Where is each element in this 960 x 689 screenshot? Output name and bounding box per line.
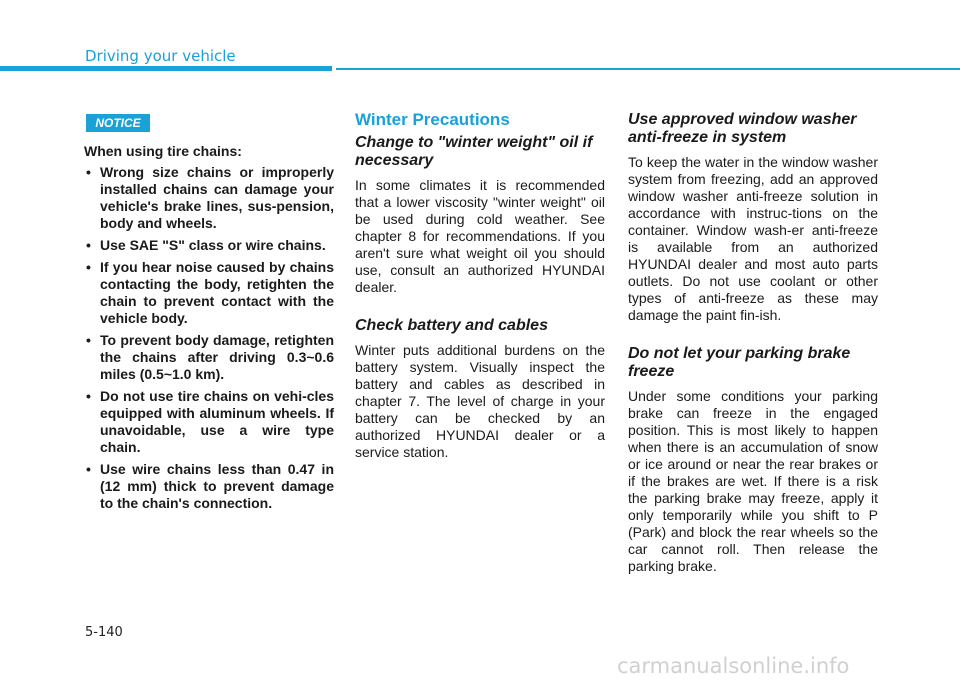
washer-heading: Use approved window washer anti-freeze in system xyxy=(628,111,857,146)
notice-list xyxy=(84,164,334,512)
notice-lead: When using tire chains: xyxy=(84,143,242,159)
winter-title: Winter Precautions xyxy=(355,110,510,129)
watermark: carmanualsonline.info xyxy=(617,654,850,678)
section-title: Driving your vehicle xyxy=(85,47,236,65)
battery-heading: Check battery and cables xyxy=(355,317,548,334)
header-rule-thin xyxy=(336,68,960,70)
page-number: 5-140 xyxy=(85,625,123,640)
notice-item: • Use wire chains less than 0.47 in (12 mm) thick to prevent damage to the chain's connection. xyxy=(84,461,334,512)
oil-body: In some climates it is recommended that a lower viscosity "winter weight" oil be used during cold weather. See chapter 8 for recommendations. If you aren't sure what weight oil you should use, consult an authorized HYUNDAI dealer. xyxy=(355,177,605,295)
washer-body: To keep the water in the window washer system from freezing, add an approved window washer anti-freeze solution in accordance with instruc-tions on the container. Window wash-er anti-freeze is available from an authorized HYUNDAI dealer and most auto parts outlets. Do not use coolant or other types of anti-freeze as these may damage the paint fin-ish. xyxy=(628,154,878,323)
parking-heading: Do not let your parking brake freeze xyxy=(628,345,851,380)
notice-item: • Use SAE "S" class or wire chains. xyxy=(84,237,334,254)
notice-badge: NOTICE xyxy=(86,114,150,132)
battery-body: Winter puts additional burdens on the battery system. Visually inspect the battery and cables as described in chapter 7. The level of charge in your battery can be checked by an authorized HYUNDAI dealer or a service station. xyxy=(355,342,605,460)
notice-item: • Wrong size chains or improperly installed chains can damage your vehicle's brake lines, sus-pension, body and wheels. xyxy=(84,164,334,232)
header-rule-thick xyxy=(0,66,332,71)
notice-item: • Do not use tire chains on vehi-cles equipped with aluminum wheels. If unavoidable, use a wire type chain. xyxy=(84,388,334,456)
oil-heading: Change to "winter weight" oil if necessary xyxy=(355,134,593,169)
notice-column xyxy=(84,143,334,517)
winter-column-right xyxy=(628,111,878,596)
winter-column xyxy=(355,111,605,482)
notice-item: • If you hear noise caused by chains contacting the body, retighten the chain to prevent contact with the vehicle body. xyxy=(84,259,334,327)
parking-body: Under some conditions your parking brake can freeze in the engaged position. This is most likely to happen when there is an accumulation of snow or ice around or near the rear brakes or if the brakes are wet. If there is a risk the parking brake may freeze, apply it only temporarily while you shift to P (Park) and block the rear wheels so the car cannot roll. Then release the parking brake. xyxy=(628,388,878,574)
notice-item: • To prevent body damage, retighten the chains after driving 0.3~0.6 miles (0.5~1.0 km). xyxy=(84,332,334,383)
